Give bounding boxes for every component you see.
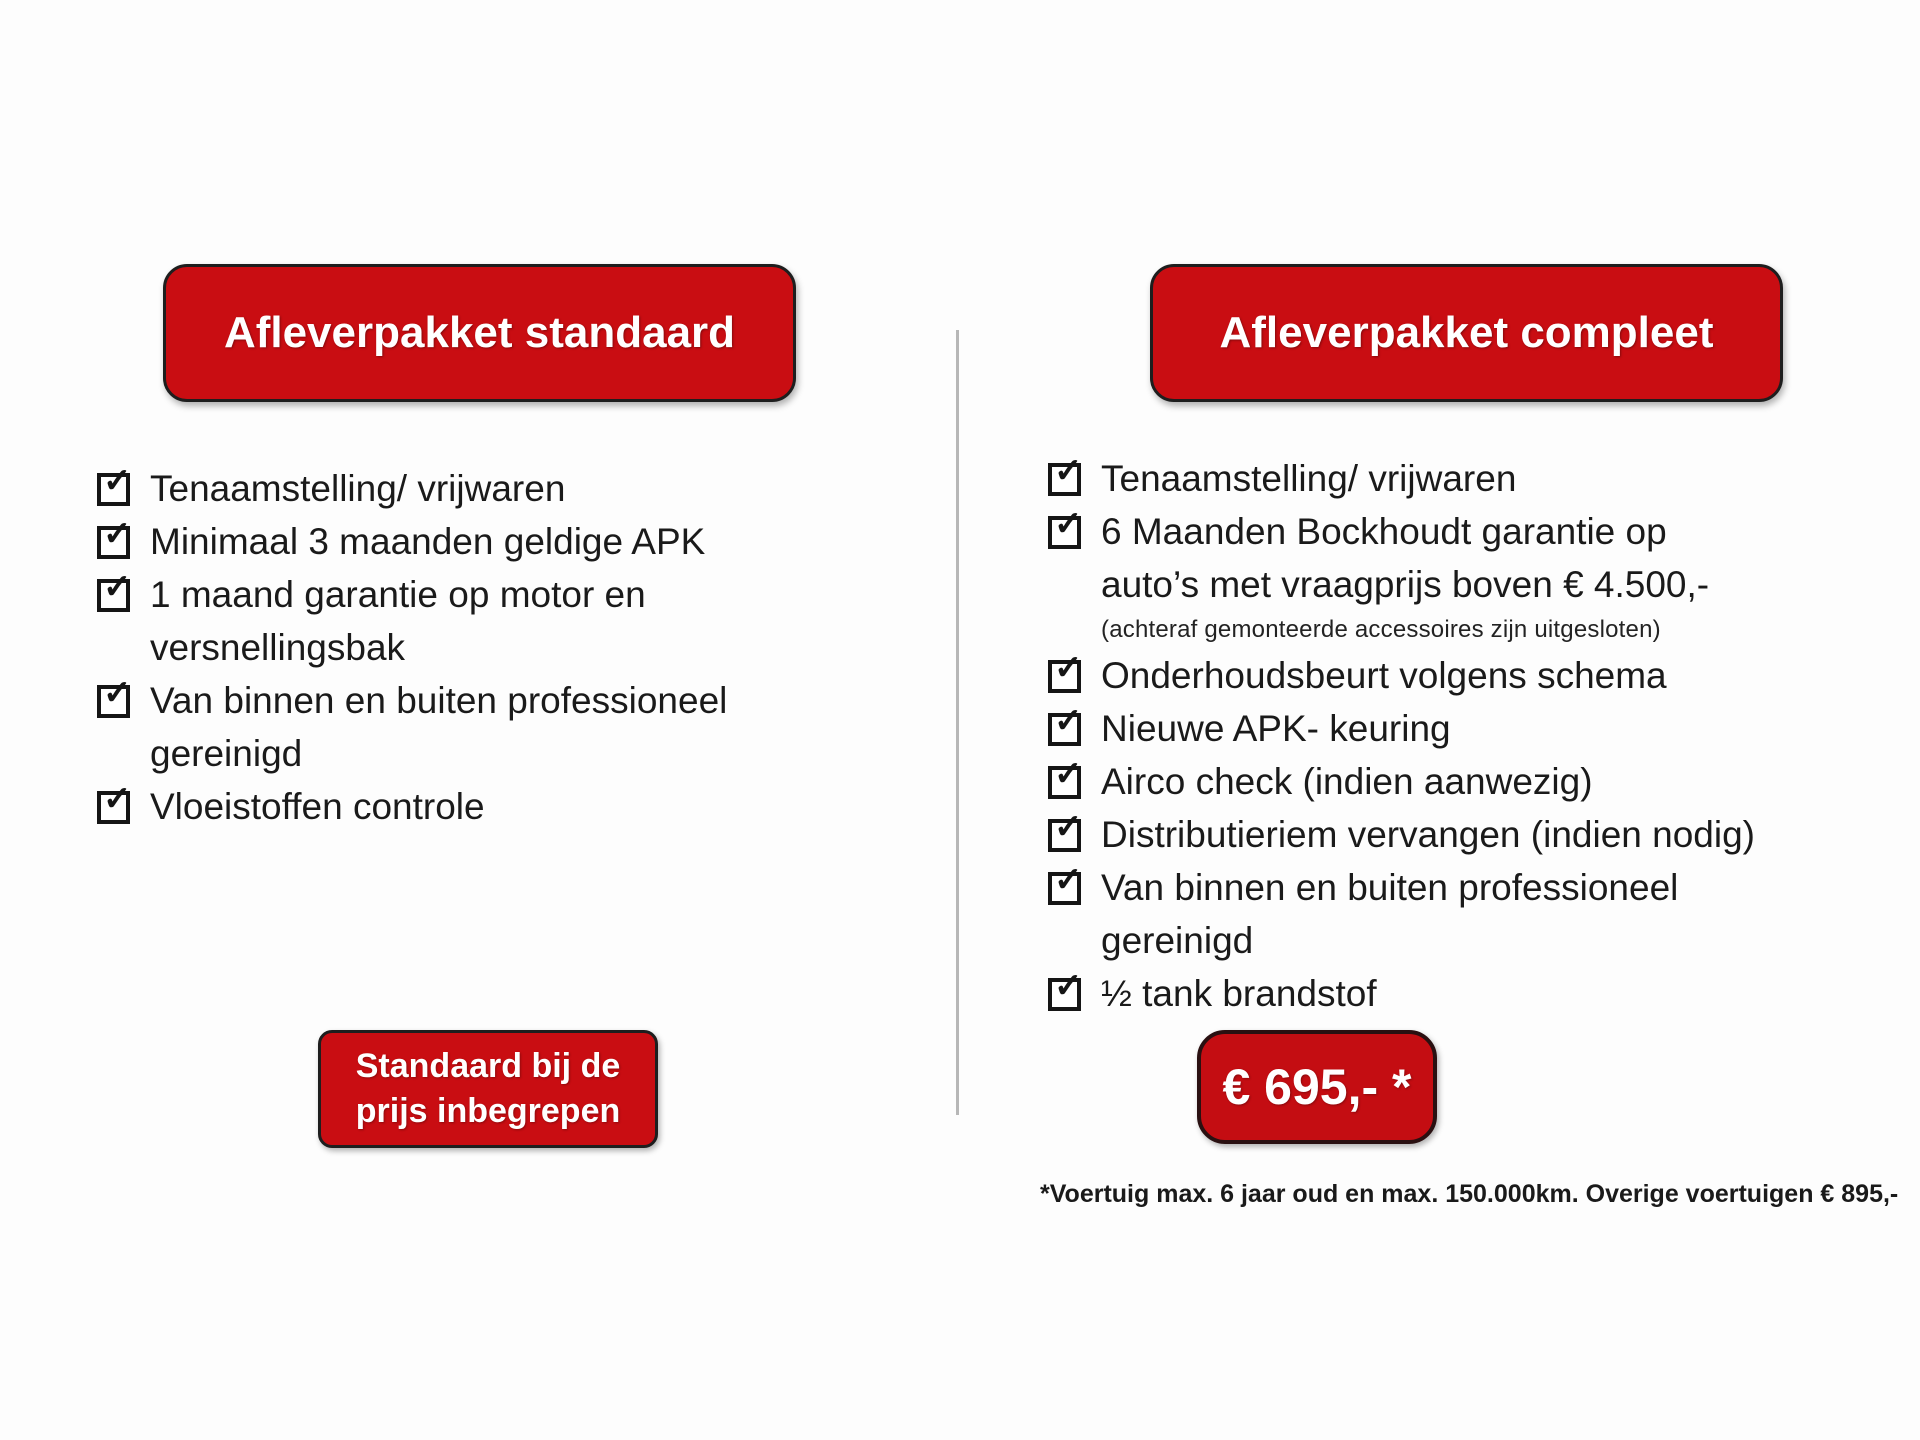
- list-item: [1048, 808, 1848, 861]
- included-badge: [318, 1030, 658, 1148]
- included-badge-line: Standaard bij de: [355, 1047, 621, 1085]
- item-text: auto’s met vraagprijs boven € 4.500,-: [1101, 564, 1710, 605]
- checkbox-icon: [97, 462, 132, 506]
- item-text: Nieuwe APK- keuring: [1101, 708, 1451, 749]
- list-item: [97, 568, 817, 674]
- check-icon: ✓: [1054, 861, 1083, 899]
- item-text: Tenaamstelling/ vrijwaren: [1101, 458, 1517, 499]
- price-footnote: *Voertuig max. 6 jaar oud en max. 150.000km. Overige voertuigen € 895,-: [1040, 1180, 1899, 1208]
- checkbox-icon: [1048, 702, 1083, 746]
- item-text: gereinigd: [150, 733, 303, 774]
- included-badge-line: prijs inbegrepen: [355, 1092, 621, 1130]
- check-icon: ✓: [1054, 967, 1083, 1005]
- check-icon: ✓: [103, 515, 132, 553]
- check-icon: ✓: [103, 674, 132, 712]
- checkbox-icon: [1048, 808, 1083, 852]
- check-icon: ✓: [103, 462, 132, 500]
- price-text: € 695,- *: [1222, 1059, 1412, 1115]
- check-icon: ✓: [103, 780, 132, 818]
- item-text: Tenaamstelling/ vrijwaren: [150, 468, 566, 509]
- checkbox-icon: [97, 674, 132, 718]
- item-text: 6 Maanden Bockhoudt garantie op: [1101, 511, 1667, 552]
- check-icon: ✓: [1054, 649, 1083, 687]
- item-text: ½ tank brandstof: [1101, 973, 1377, 1014]
- check-icon: ✓: [1054, 505, 1083, 543]
- checkbox-icon: [1048, 967, 1083, 1011]
- check-icon: ✓: [103, 568, 132, 606]
- checkbox-icon: [1048, 861, 1083, 905]
- list-item: [97, 780, 817, 833]
- list-item: [97, 462, 817, 515]
- list-item: [97, 674, 817, 780]
- left-package-title: Afleverpakket standaard: [223, 308, 736, 357]
- checkbox-icon: [1048, 505, 1083, 549]
- checkbox-icon: [97, 568, 132, 612]
- right-package-list: [1048, 452, 1848, 1020]
- item-text: Onderhoudsbeurt volgens schema: [1101, 655, 1667, 696]
- list-item: [1048, 452, 1848, 505]
- list-item: [1048, 649, 1848, 702]
- check-icon: ✓: [1054, 808, 1083, 846]
- left-package-header: [163, 264, 796, 402]
- check-icon: ✓: [1054, 452, 1083, 490]
- item-text: Airco check (indien aanwezig): [1101, 761, 1593, 802]
- checkbox-icon: [1048, 649, 1083, 693]
- item-text: Minimaal 3 maanden geldige APK: [150, 521, 706, 562]
- item-text: versnellingsbak: [150, 627, 406, 668]
- list-item: [97, 515, 817, 568]
- item-text: Vloeistoffen controle: [150, 786, 485, 827]
- check-icon: ✓: [1054, 702, 1083, 740]
- check-icon: ✓: [1054, 755, 1083, 793]
- right-package-title: Afleverpakket compleet: [1219, 308, 1714, 357]
- right-package-header: [1150, 264, 1783, 402]
- list-item: [1048, 755, 1848, 808]
- list-item: [1048, 967, 1848, 1020]
- checkbox-icon: [97, 780, 132, 824]
- checkbox-icon: [97, 515, 132, 559]
- list-item: [1048, 505, 1848, 649]
- left-package-list: [97, 462, 817, 833]
- list-item: [1048, 702, 1848, 755]
- column-divider: [956, 330, 959, 1115]
- item-text: 1 maand garantie op motor en: [150, 574, 646, 615]
- item-text: Van binnen en buiten professioneel: [1101, 867, 1679, 908]
- item-text: gereinigd: [1101, 920, 1254, 961]
- checkbox-icon: [1048, 452, 1083, 496]
- price-badge: [1197, 1030, 1437, 1144]
- checkbox-icon: [1048, 755, 1083, 799]
- list-item: [1048, 861, 1848, 967]
- item-text: Van binnen en buiten professioneel: [150, 680, 728, 721]
- item-text: Distributieriem vervangen (indien nodig): [1101, 814, 1755, 855]
- item-note: (achteraf gemonteerde accessoires zijn uitgesloten): [1101, 616, 1661, 643]
